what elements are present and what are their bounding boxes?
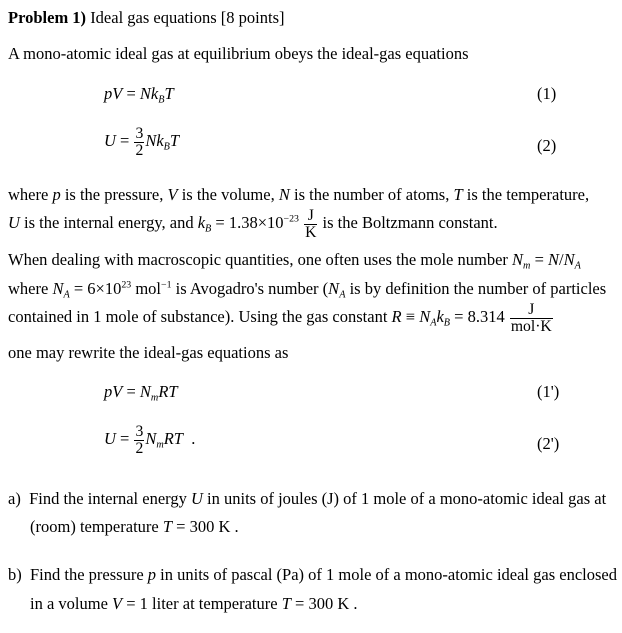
equation-1-prime-number: (1') (537, 382, 560, 401)
question-b: b) Find the pressure p in units of pascal (Pa) of 1 mole of a mono-atomic ideal gas enclosed (8, 565, 617, 584)
intro-text: A mono-atomic ideal gas at equilibrium obeys the ideal-gas equations (8, 44, 469, 63)
equation-1-prime: pV = $N_mRT$ (104, 382, 178, 404)
definition-line-2: U is the internal energy, and $k_B = 1.38\times 10^{-23}$ $\frac{J}{K}$ is the Boltzmann constant. (8, 207, 498, 241)
question-b-cont: in a volume V = 1 liter at temperature T = 300 K . (30, 594, 358, 613)
problem-title: Ideal gas equations (90, 8, 217, 27)
problem-points: [8 points] (220, 8, 285, 27)
question-a: a) Find the internal energy U in units of joules (J) of 1 mole of a mono-atomic ideal gas at (8, 489, 607, 508)
equation-1: pV = $Nk_BT$ (104, 84, 174, 106)
definition-line-1: where p is the pressure, V is the volume, N is the number of atoms, T is the temperature, (8, 185, 590, 204)
problem-heading (8, 8, 285, 28)
equation-2-prime: U = $\frac{3}{2}$ $N_mRT$ . (104, 423, 196, 457)
equation-2-prime-number: (2') (537, 434, 560, 453)
problem-label: Problem 1) (8, 8, 87, 27)
equation-2-number: (2) (537, 136, 557, 155)
gas-constant-line: contained in 1 mole of substance). Using the gas constant $R \equiv N_Ak_B = 8.314$ $\frac{J}{\text{mol·K}}$ (8, 301, 552, 335)
avogadro-line: where $N_A = 6\times 10^{23}$ mol$^{-1}$ is Avogadro's number ($N_A$ is by definition the number of particles (8, 279, 607, 301)
question-a-cont: (room) temperature T = 300 K . (30, 517, 239, 536)
equation-1-number: (1) (537, 84, 557, 103)
mole-number-line: When dealing with macroscopic quantities, one often uses the mole number $N_m = N/N_A$ (8, 250, 581, 272)
equation-2: U = $\frac{3}{2}$ $Nk_BT$ (104, 125, 180, 159)
rewrite-text: one may rewrite the ideal-gas equations as (8, 343, 289, 362)
